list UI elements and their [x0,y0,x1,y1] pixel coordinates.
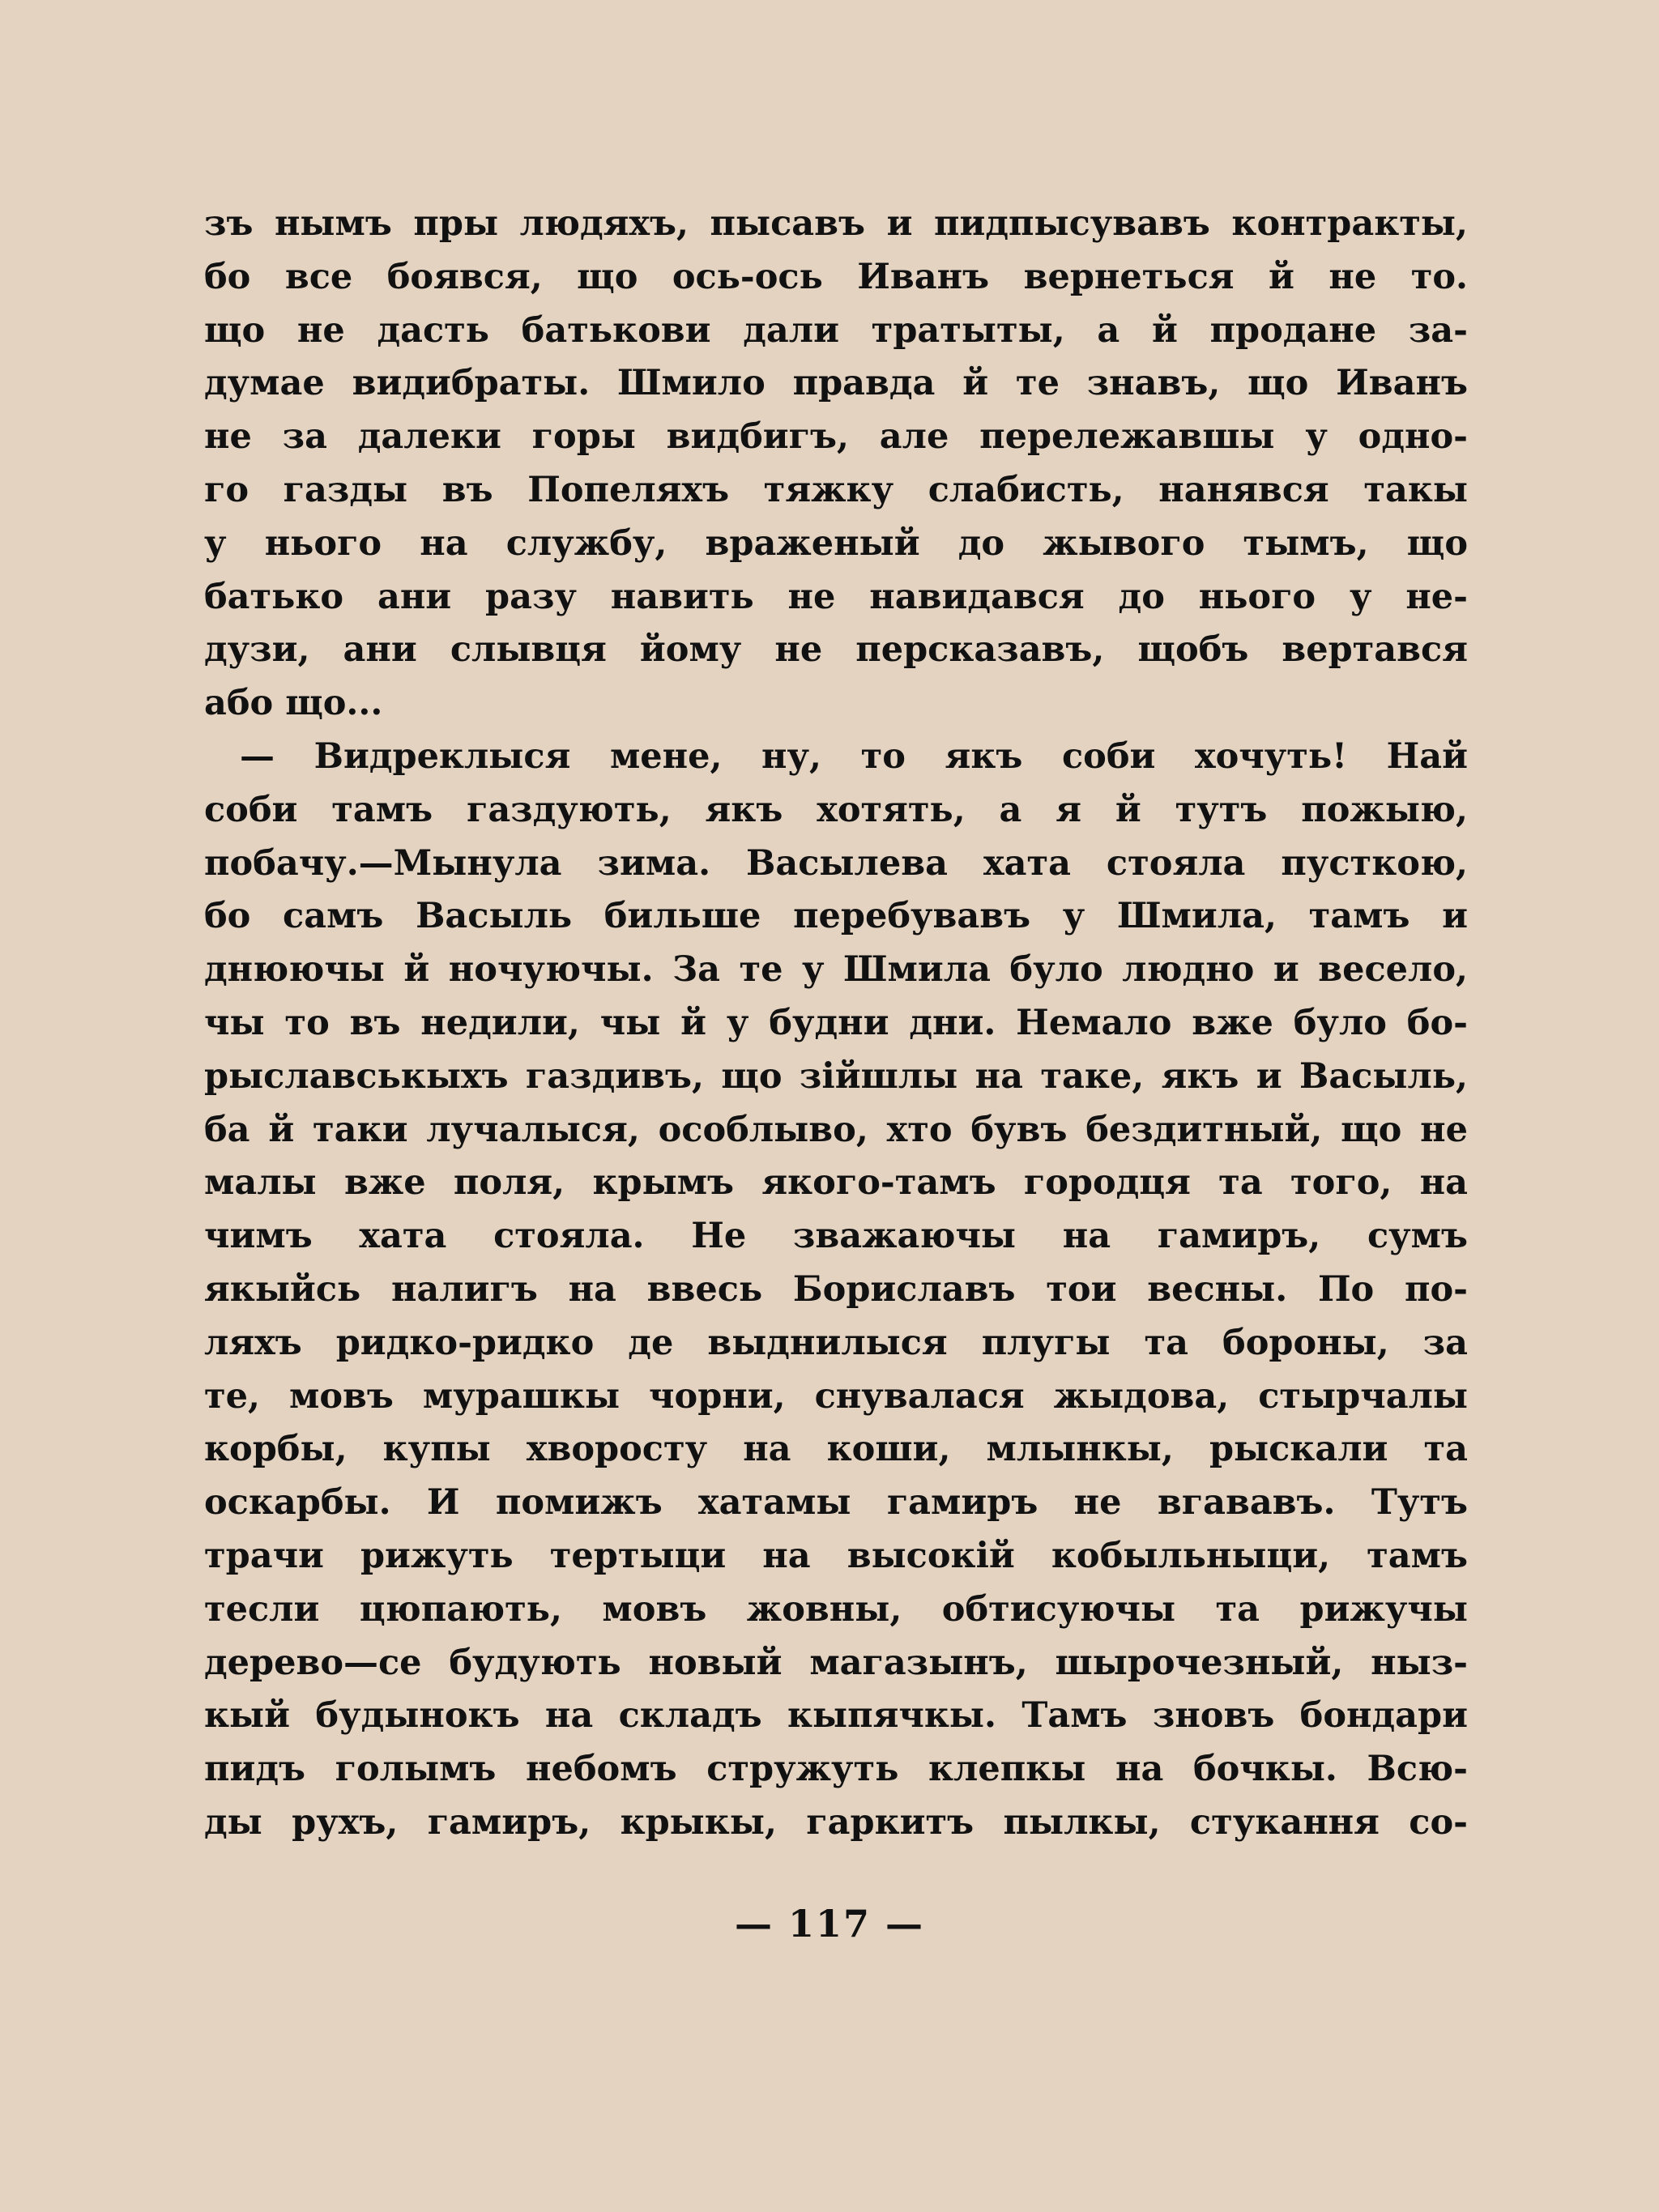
text-line: корбы, купы хворосту на коши, млынкы, рыскали та [204,1429,1468,1470]
text-line: побачу.—Мынула зима. Васылева хата стояла пусткою, [204,842,1468,884]
text-line: ляхъ ридко-ридко де выднилыся плугы та бороны, за [204,1322,1468,1363]
text-line: кый будынокъ на складъ кыпячкы. Тамъ зновъ бондари [204,1695,1468,1737]
text-line: рыславськыхъ газдивъ, що зійшлы на таке, якъ и Васыль, [204,1055,1468,1097]
text-line: якыйсь налигъ на ввесь Бориславъ тои весны. По по- [204,1268,1468,1310]
text-line: — Видреклыся мене, ну, то якъ соби хочуть! Най [240,735,1468,777]
page-number: — 117 — [734,1902,925,1946]
text-line: ды рухъ, гамиръ, крыкы, гаркитъ пылкы, стукання со- [204,1801,1468,1843]
text-line: що не дасть батькови дали тратыты, а й продане за- [204,309,1468,351]
text-line: днюючы й ночуючы. За те у Шмила було людно и весело, [204,949,1468,991]
text-line: бо все боявся, що ось-ось Иванъ вернеться й не то. [204,256,1468,297]
text-line: чы то въ недили, чы й у будни дни. Немало вже було бо- [204,1002,1468,1043]
text-line: пидъ голымъ небомъ стружуть клепкы на бочкы. Всю- [204,1749,1468,1790]
text-line: оскарбы. И помижъ хатамы гамиръ не вгававъ. Тутъ [204,1482,1468,1524]
text-line: дузи, ани слывця йому не персказавъ, щобъ вертався [204,629,1468,671]
text-line: го газды въ Попеляхъ тяжку слабисть, нанявся такы [204,469,1468,510]
body-text [204,198,1468,1850]
text-line: не за далеки горы видбигъ, але перележавшы у одно- [204,416,1468,458]
text-line: малы вже поля, крымъ якого-тамъ городця та того, на [204,1162,1468,1204]
text-line: соби тамъ газдують, якъ хотять, а я й тутъ пожыю, [204,789,1468,830]
text-line: зъ нымъ пры людяхъ, пысавъ и пидпысувавъ контракты, [204,203,1468,244]
text-line: дерево—се будують новый магазынъ, шырочезный, ныз- [204,1642,1468,1683]
text-line: чимъ хата стояла. Не зважаючы на гамиръ, сумъ [204,1216,1468,1257]
text-line: тесли цюпають, мовъ жовны, обтисуючы та рижучы [204,1588,1468,1630]
text-line: ба й таки лучалыся, особлыво, хто бувъ бездитный, що не [204,1109,1468,1150]
text-line: бо самъ Васыль бильше перебувавъ у Шмила, тамъ и [204,896,1468,937]
text-line: думае видибраты. Шмило правда й те знавъ, що Иванъ [204,363,1468,404]
text-line: трачи рижуть тертыци на высокій кобыльныци, тамъ [204,1535,1468,1576]
text-line: або що... [204,683,383,724]
text-line: у нього на службу, враженый до жывого тымъ, що [204,522,1468,564]
text-line: те, мовъ мурашкы чорни, снувалася жыдова, стырчалы [204,1375,1468,1417]
text-line: батько ани разу навить не навидався до нього у не- [204,576,1468,617]
